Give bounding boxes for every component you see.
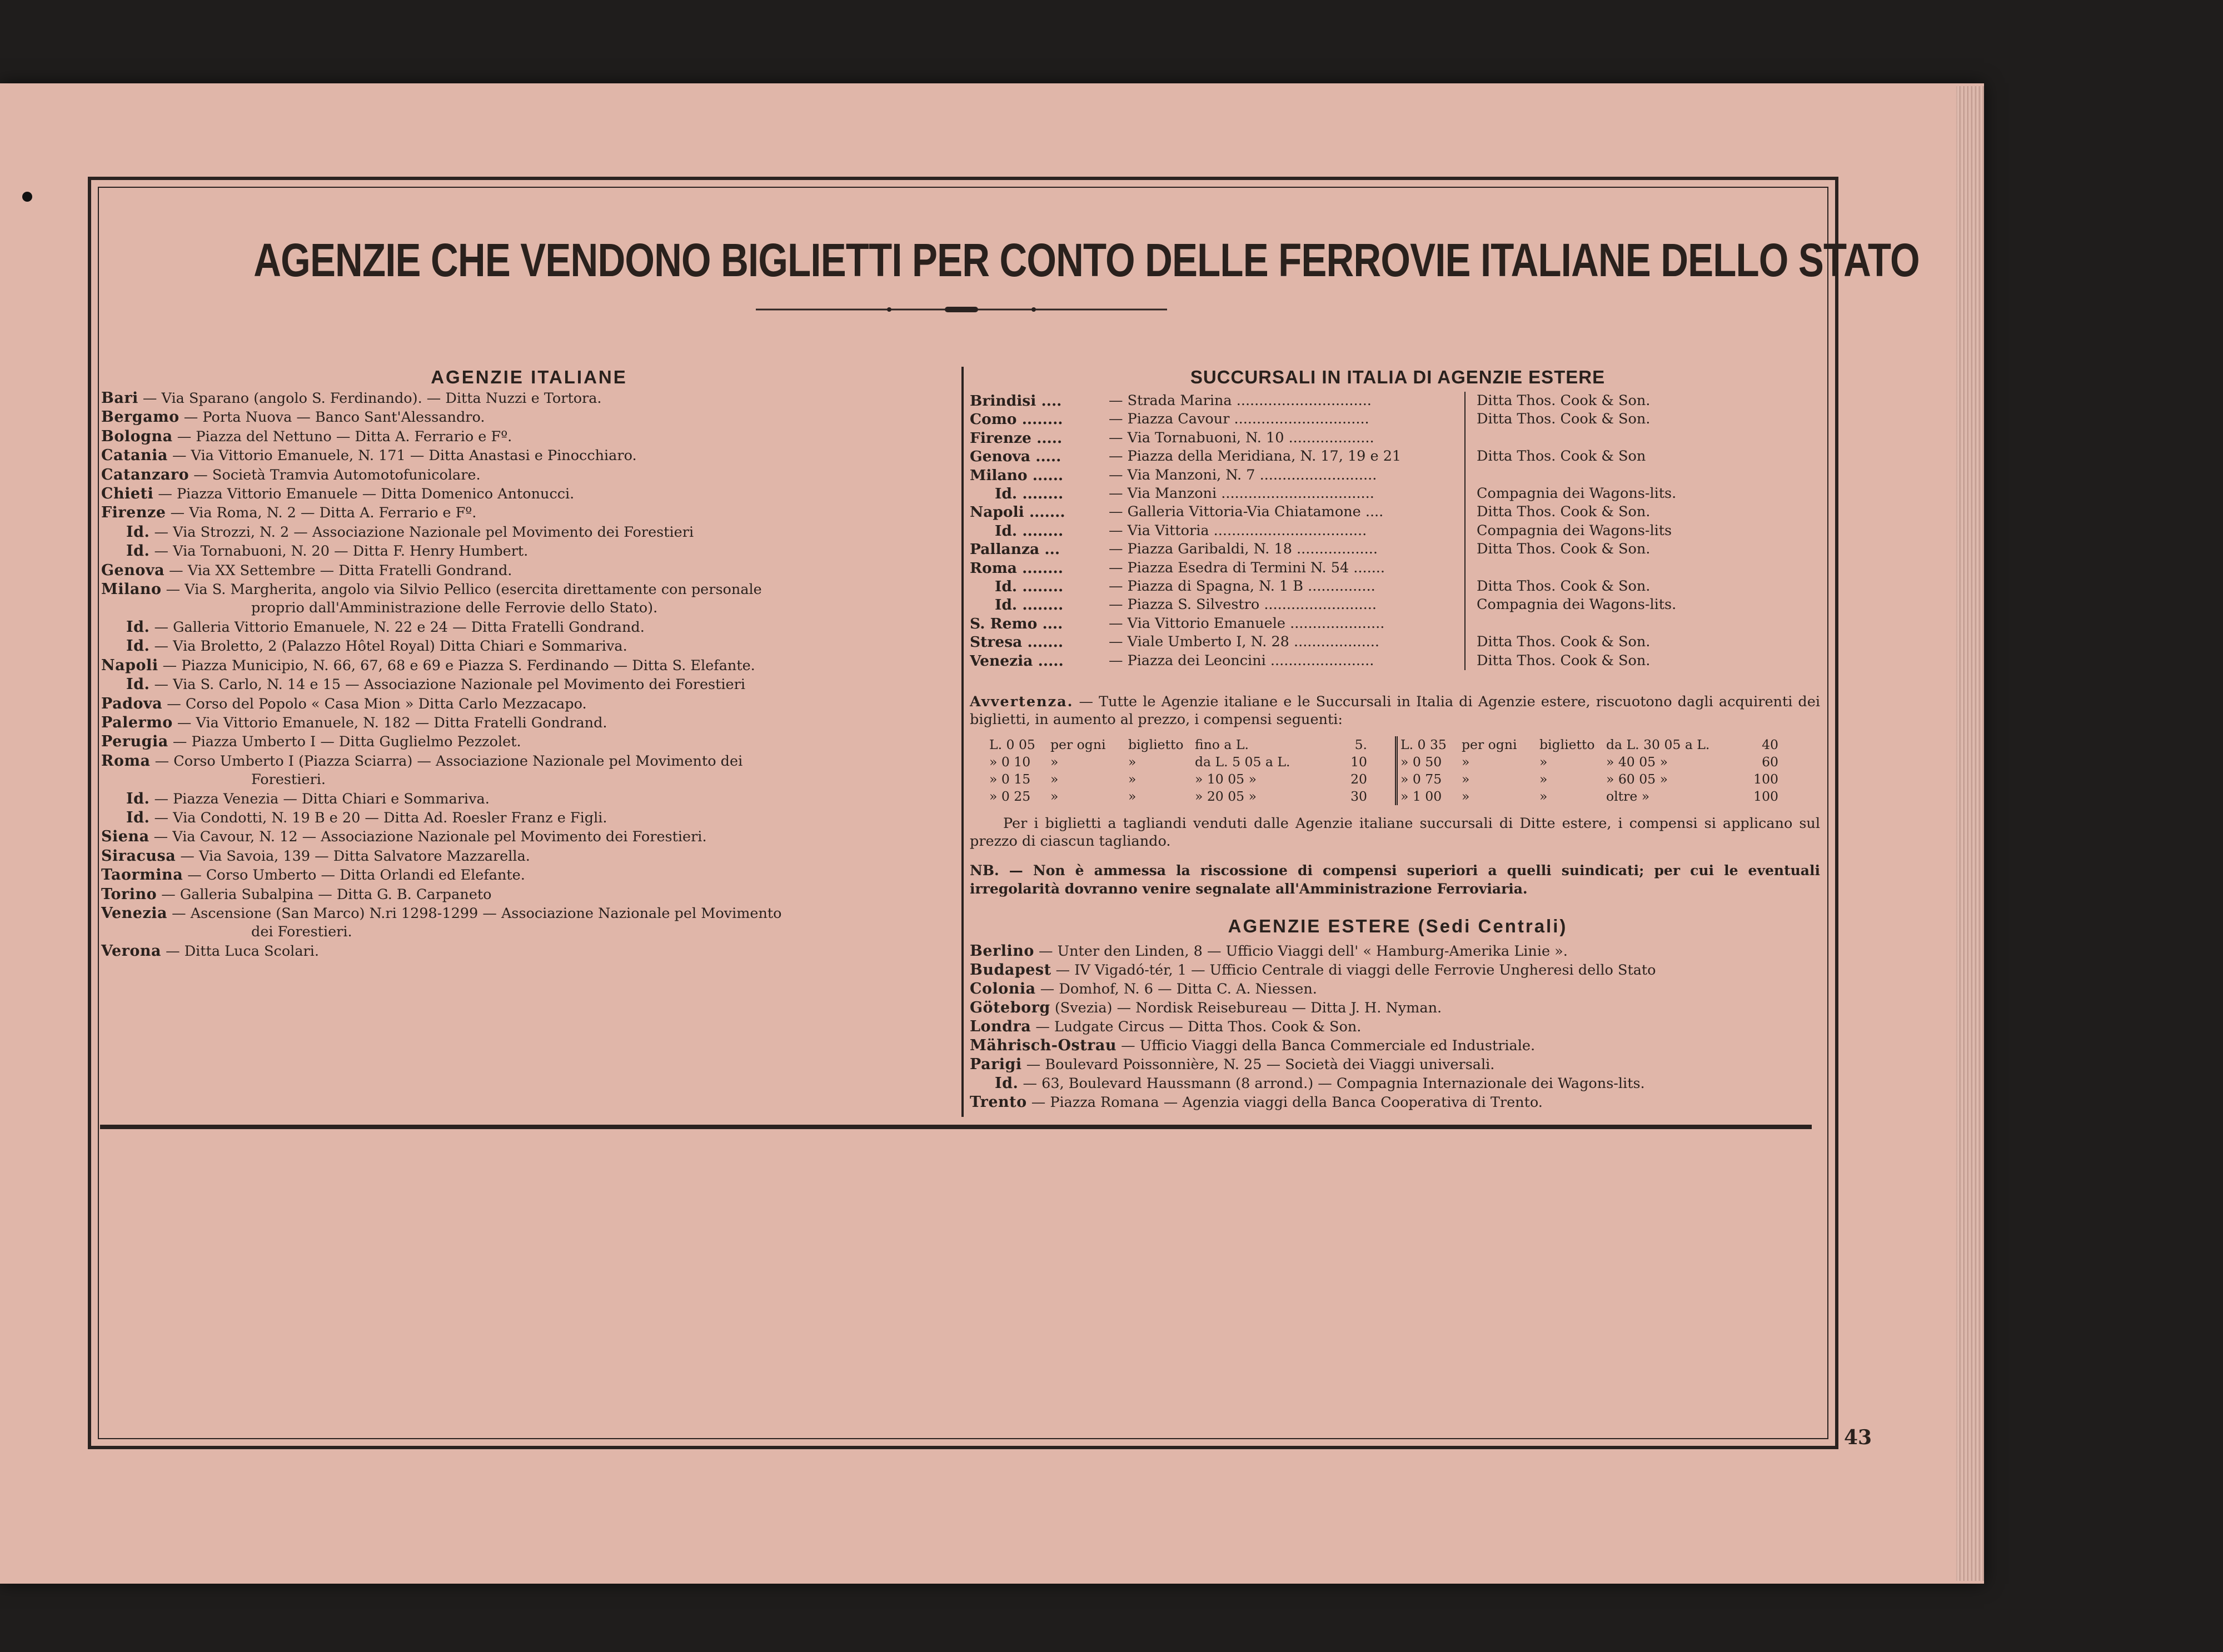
compenso-cell: fino a L. (1195, 737, 1249, 752)
compenso-cell: oltre » (1606, 788, 1650, 804)
compenso-row (989, 788, 1389, 805)
succursale-ditta (1464, 429, 1477, 447)
succursale-city: Stresa ....... (970, 633, 1064, 651)
compenso-row (989, 771, 1389, 788)
succursale-city: Pallanza ... (970, 541, 1060, 558)
compenso-cell: » 0 25 (989, 788, 1031, 804)
foreign-agency-entry (970, 942, 1837, 961)
foreign-agency-city: Parigi (970, 1056, 1022, 1073)
agency-city: Catanzaro (101, 466, 190, 483)
page-title: AGENZIE CHE VENDONO BIGLIETTI PER CONTO DELLE FERROVIE ITALIANE DELLO STATO (253, 234, 1920, 286)
agency-city: Id. (126, 637, 150, 655)
agency-entry (101, 485, 957, 503)
succursale-row (970, 392, 1826, 410)
agency-text: — Ascensione (San Marco) N.ri 1298-1299 — Associazione Nazionale pel Movimento (167, 905, 782, 922)
succursale-row (970, 410, 1826, 428)
agency-city: Id. (126, 618, 150, 636)
agency-text: — Via Vittorio Emanuele, N. 171 — Ditta Anastasi e Pinocchiaro. (167, 447, 637, 465)
agency-city: Padova (101, 695, 163, 712)
succursale-ditta: Compagnia dei Wagons-lits. (1464, 596, 1676, 614)
compenso-row (1400, 736, 1801, 753)
succursale-address: — Viale Umberto I, N. 28 ................... (1109, 633, 1380, 651)
compenso-cell: da L. 5 05 a L. (1195, 754, 1290, 770)
succursale-city: Id. ........ (995, 578, 1064, 596)
succursale-row (970, 429, 1826, 447)
agency-entry (101, 446, 957, 465)
agency-entry (101, 847, 957, 866)
agency-entry (101, 675, 957, 694)
agency-entry (101, 580, 957, 599)
succursale-ditta: Compagnia dei Wagons-lits (1464, 522, 1672, 540)
agency-city: Id. (126, 523, 150, 541)
agency-city: Id. (126, 542, 150, 560)
agency-city: Genova (101, 561, 165, 579)
agency-text: dei Forestieri. (251, 924, 352, 941)
succursale-city: Brindisi .... (970, 392, 1062, 410)
column-divider (961, 367, 964, 1117)
succursale-city: Id. ........ (995, 522, 1064, 540)
foreign-agency-city: Berlino (970, 942, 1034, 960)
compenso-cell: 100 (1753, 771, 1778, 787)
agency-city: Chieti (101, 485, 154, 503)
compenso-cell: 40 (1762, 737, 1778, 752)
succursale-address: — Piazza dei Leoncini ....................... (1109, 652, 1374, 669)
foreign-agency-city: Id. (995, 1075, 1019, 1092)
agency-entry (101, 466, 957, 485)
compenso-cell: » (1462, 788, 1470, 804)
agency-text: — Piazza Vittorio Emanuele — Ditta Domenico Antonucci. (153, 486, 575, 503)
agency-entry (101, 808, 957, 827)
agency-text: — Piazza Municipio, N. 66, 67, 68 e 69 e Piazza S. Ferdinando — Ditta S. Elefante. (158, 657, 755, 674)
compenso-cell: 30 (1350, 788, 1367, 804)
agency-text: — Società Tramvia Automotofunicolare. (189, 466, 481, 483)
succursale-row (970, 596, 1826, 614)
agency-text: — Corso del Popolo « Casa Mion » Ditta Carlo Mezzacapo. (162, 695, 587, 712)
compenso-cell: » 20 05 » (1195, 788, 1257, 804)
compenso-cell: da L. 30 05 a L. (1606, 737, 1710, 752)
compensi-left (989, 736, 1398, 805)
compenso-cell: » (1539, 771, 1548, 787)
agency-entry (101, 885, 957, 904)
compenso-cell: 100 (1753, 788, 1778, 804)
agency-city: Id. (126, 790, 150, 807)
page-number: 43 (1844, 1426, 1872, 1449)
succursale-city: Venezia ..... (970, 652, 1064, 670)
succursale-ditta: Ditta Thos. Cook & Son. (1464, 392, 1650, 410)
agency-text: — Via Condotti, N. 19 B e 20 — Ditta Ad. Roesler Franz e Figli. (149, 809, 607, 826)
succursale-address: — Via Manzoni, N. 7 .......................... (1109, 466, 1377, 483)
agency-city: Firenze (101, 504, 166, 522)
compenso-cell: » (1050, 771, 1059, 787)
foreign-agency-entry (970, 1036, 1837, 1055)
agency-text: — Via Vittorio Emanuele, N. 182 — Ditta Fratelli Gondrand. (172, 714, 607, 731)
margin-dot (22, 192, 32, 202)
foreign-agency-city: Mährisch-Ostrau (970, 1037, 1117, 1054)
agency-entry (101, 790, 957, 808)
succursale-row (970, 633, 1826, 651)
agenzie-estere-list (970, 942, 1837, 1112)
compenso-cell: » 0 15 (989, 771, 1031, 787)
foreign-agency-entry (970, 980, 1837, 999)
title-ornament (756, 306, 1167, 313)
agency-text: — Piazza Venezia — Ditta Chiari e Sommariva. (149, 790, 490, 807)
foreign-agency-text: — Unter den Linden, 8 — Ufficio Viaggi dell' « Hamburg-Amerika Linie ». (1034, 943, 1568, 960)
compenso-cell: » (1128, 771, 1137, 787)
agency-city: Napoli (101, 656, 158, 674)
succursale-address: — Via Tornabuoni, N. 10 ................... (1109, 429, 1374, 446)
agency-entry (101, 389, 957, 408)
agency-city: Id. (126, 808, 150, 826)
foreign-agency-entry (970, 1093, 1837, 1112)
foreign-agency-entry (970, 1074, 1837, 1093)
succursale-row (970, 540, 1826, 558)
succursale-address: — Via Vittorio Emanuele ..................... (1109, 615, 1385, 632)
bottom-rule (100, 1125, 1812, 1129)
agenzie-italiane-heading: AGENZIE ITALIANE (431, 367, 627, 387)
compenso-cell: biglietto (1539, 737, 1595, 752)
compenso-cell: » 0 10 (989, 754, 1031, 770)
foreign-agency-text: — Domhof, N. 6 — Ditta C. A. Niessen. (1035, 981, 1317, 997)
compenso-cell: 20 (1350, 771, 1367, 787)
compenso-cell: per ogni (1050, 737, 1106, 752)
agency-text: — Via Tornabuoni, N. 20 — Ditta F. Henry Humbert. (149, 543, 529, 560)
agency-city: Perugia (101, 733, 168, 751)
foreign-agency-entry (970, 1017, 1837, 1036)
succursale-ditta: Ditta Thos. Cook & Son (1464, 447, 1646, 466)
agency-text: — Via Cavour, N. 12 — Associazione Nazionale pel Movimento dei Forestieri. (149, 829, 707, 846)
agency-city: Bari (101, 390, 138, 407)
agency-entry (101, 656, 957, 675)
agency-entry (101, 695, 957, 713)
compenso-cell: » (1462, 754, 1470, 770)
succursale-address: — Galleria Vittoria-Via Chiatamone .... (1109, 503, 1384, 521)
compenso-cell: » (1539, 754, 1548, 770)
agency-entry (101, 408, 957, 427)
succursale-address: — Piazza di Spagna, N. 1 B ............... (1109, 578, 1375, 595)
agency-text: — Via Savoia, 139 — Ditta Salvatore Mazzarella. (176, 847, 530, 865)
agenzie-italiane-list (101, 389, 957, 961)
succursale-city: Milano ...... (970, 466, 1064, 484)
succursale-address: — Strada Marina .............................. (1109, 392, 1372, 409)
compenso-cell: » (1050, 788, 1059, 804)
agency-text: — Piazza Umberto I — Ditta Guglielmo Pezzolet. (168, 733, 521, 751)
agency-city: Taormina (101, 866, 183, 884)
compenso-cell: » (1050, 754, 1059, 770)
succursale-city: S. Remo .... (970, 615, 1063, 632)
succursale-row (970, 503, 1826, 521)
avvertenza-text: — Tutte le Agenzie italiane e le Succursali in Italia di Agenzie estere, riscuotono dagli acquirenti dei biglietti, in aumento al prezzo, i compensi seguenti: (970, 693, 1820, 728)
compenso-cell: » (1462, 771, 1470, 787)
compenso-cell: 60 (1762, 754, 1778, 770)
agency-text: — Porta Nuova — Banco Sant'Alessandro. (179, 409, 485, 426)
succursale-address: — Piazza Esedra di Termini N. 54 ....... (1109, 559, 1385, 576)
agency-entry (101, 637, 957, 656)
page-edge (1956, 86, 1984, 1581)
compensi-right (1400, 736, 1801, 805)
compenso-row (1400, 788, 1801, 805)
succursale-row (970, 577, 1826, 596)
succursale-city: Como ........ (970, 411, 1063, 428)
nb-note: NB. — Non è ammessa la riscossione di compensi superiori a quelli suindicati; per cui le eventuali irregolarità dovranno venire segnalate all'Amministrazione Ferroviaria. (970, 862, 1820, 897)
agency-entry (101, 427, 957, 446)
foreign-agency-city: Trento (970, 1094, 1027, 1111)
succursale-ditta: Ditta Thos. Cook & Son. (1464, 652, 1650, 670)
agency-text: — Via Roma, N. 2 — Ditta A. Ferrario e Fº. (166, 505, 477, 522)
agency-city: Id. (126, 676, 150, 693)
foreign-agency-city: Londra (970, 1018, 1031, 1035)
compenso-cell: » 10 05 » (1195, 771, 1257, 787)
compenso-cell: » 0 50 (1400, 754, 1442, 770)
succursale-row (970, 559, 1826, 577)
succursale-address: — Piazza Garibaldi, N. 18 .................. (1109, 541, 1378, 558)
succursale-city: Napoli ....... (970, 503, 1065, 521)
foreign-agency-text: — IV Vigadó-tér, 1 — Ufficio Centrale di viaggi delle Ferrovie Ungheresi dello Stato (1051, 962, 1656, 979)
succursale-address: — Via Manzoni .................................. (1109, 485, 1374, 502)
agency-city: Torino (101, 885, 157, 903)
foreign-agency-city: Colonia (970, 980, 1036, 997)
agency-entry (101, 523, 957, 542)
compenso-cell: L. 0 35 (1400, 737, 1447, 752)
foreign-agency-text: — Boulevard Poissonnière, N. 25 — Società dei Viaggi universali. (1021, 1056, 1495, 1073)
agency-city: Milano (101, 581, 162, 598)
succursale-row (970, 447, 1826, 466)
succursale-row (970, 522, 1826, 540)
agency-text: — Via Sparano (angolo S. Ferdinando). — Ditta Nuzzi e Tortora. (138, 390, 602, 407)
agency-entry (101, 904, 957, 923)
agency-entry (101, 827, 957, 846)
avvertenza (970, 693, 1820, 728)
foreign-agency-text: — Ludgate Circus — Ditta Thos. Cook & Son. (1031, 1019, 1362, 1035)
foreign-agency-entry (970, 1055, 1837, 1074)
tagliandi-note: Per i biglietti a tagliandi venduti dalle Agenzie italiane succursali di Ditte estere, i compensi si applicano sul prezzo di ciascun tagliando. (970, 815, 1820, 850)
compenso-cell: L. 0 05 (989, 737, 1035, 752)
agency-city: Catania (101, 447, 168, 465)
succursale-address: — Piazza S. Silvestro ......................... (1109, 596, 1377, 613)
succursale-address: — Via Vittoria .................................. (1109, 522, 1367, 539)
compenso-cell: biglietto (1128, 737, 1184, 752)
succursale-city: Roma ........ (970, 559, 1063, 577)
agency-text: — Via S. Carlo, N. 14 e 15 — Associazione Nazionale pel Movimento dei Forestieri (149, 676, 745, 693)
agency-text: — Corso Umberto — Ditta Orlandi ed Elefante. (183, 867, 525, 884)
agency-entry (101, 752, 957, 771)
compenso-row (989, 736, 1389, 753)
foreign-agency-text: (Svezia) — Nordisk Reisebureau — Ditta J. H. Nyman. (1050, 1000, 1442, 1016)
succursale-city: Id. ........ (995, 485, 1064, 503)
agency-entry (101, 561, 957, 580)
succursale-address: — Piazza Cavour .............................. (1109, 411, 1369, 428)
succursale-address: — Piazza della Meridiana, N. 17, 19 e 21 (1109, 448, 1402, 465)
foreign-agency-text: — Ufficio Viaggi della Banca Commerciale ed Industriale. (1117, 1037, 1536, 1054)
agency-city: Palermo (101, 713, 173, 731)
compenso-cell: » 1 00 (1400, 788, 1442, 804)
succursale-row (970, 485, 1826, 503)
agency-text: proprio dall'Amministrazione delle Ferrovie dello Stato). (251, 600, 658, 617)
agency-text: Forestieri. (251, 771, 326, 788)
compenso-cell: » 60 05 » (1606, 771, 1668, 787)
succursale-row (970, 652, 1826, 670)
agency-text: — Ditta Luca Scolari. (161, 942, 319, 960)
agency-city: Siena (101, 828, 149, 846)
agency-entry (101, 923, 957, 941)
agency-text: — Piazza del Nettuno — Ditta A. Ferrario e Fº. (172, 428, 512, 445)
agency-text: — Galleria Subalpina — Ditta G. B. Carpaneto (157, 886, 492, 903)
succursale-city: Firenze ..... (970, 429, 1063, 447)
succursale-row (970, 466, 1826, 485)
succursale-ditta (1464, 615, 1477, 633)
agency-text: — Via Strozzi, N. 2 — Associazione Nazionale pel Movimento dei Forestieri (149, 523, 694, 541)
agency-city: Roma (101, 752, 151, 770)
agency-city: Bologna (101, 427, 173, 445)
agency-city: Bergamo (101, 408, 180, 426)
agency-text: — Via XX Settembre — Ditta Fratelli Gondrand. (165, 562, 512, 579)
compenso-cell: » (1128, 754, 1137, 770)
agency-entry (101, 542, 957, 561)
agency-city: Venezia (101, 904, 168, 922)
succursale-ditta: Ditta Thos. Cook & Son. (1464, 577, 1650, 596)
succursale-ditta: Ditta Thos. Cook & Son. (1464, 503, 1650, 521)
agency-text: — Via Broletto, 2 (Palazzo Hôtel Royal) Ditta Chiari e Sommariva. (149, 638, 627, 655)
agency-entry (101, 599, 957, 617)
agency-entry (101, 503, 957, 522)
foreign-agency-city: Budapest (970, 961, 1051, 979)
succursale-city: Id. ........ (995, 596, 1064, 614)
succursale-city: Genova ..... (970, 448, 1061, 466)
agency-text: — Galleria Vittorio Emanuele, N. 22 e 24 — Ditta Fratelli Gondrand. (149, 618, 645, 636)
compenso-row (1400, 771, 1801, 788)
foreign-agency-text: — 63, Boulevard Haussmann (8 arrond.) — Compagnia Internazionale dei Wagons-lits. (1018, 1075, 1645, 1092)
foreign-agency-text: — Piazza Romana — Agenzia viaggi della Banca Cooperativa di Trento. (1026, 1094, 1543, 1111)
agenzie-estere-heading: AGENZIE ESTERE (Sedi Centrali) (1228, 916, 1568, 936)
succursale-ditta: Compagnia dei Wagons-lits. (1464, 485, 1676, 503)
agency-entry (101, 771, 957, 789)
compenso-cell: per ogni (1462, 737, 1517, 752)
agency-entry (101, 713, 957, 732)
agency-text: — Via S. Margherita, angolo via Silvio Pellico (esercita direttamente con personale (161, 581, 762, 598)
compenso-cell: » (1539, 788, 1548, 804)
foreign-agency-entry (970, 999, 1837, 1017)
compenso-cell: » 0 75 (1400, 771, 1442, 787)
compenso-cell: 10 (1350, 754, 1367, 770)
succursale-row (970, 615, 1826, 633)
agency-entry (101, 942, 957, 961)
succursale-ditta: Ditta Thos. Cook & Son. (1464, 410, 1650, 428)
agency-city: Verona (101, 942, 162, 960)
foreign-agency-city: Göteborg (970, 999, 1050, 1016)
succursale-ditta (1464, 559, 1477, 577)
agency-entry (101, 866, 957, 885)
succursale-ditta: Ditta Thos. Cook & Son. (1464, 633, 1650, 651)
succursali-heading: SUCCURSALI IN ITALIA DI AGENZIE ESTERE (1190, 367, 1606, 387)
compenso-row (989, 753, 1389, 771)
avvertenza-label: Avvertenza. (970, 693, 1074, 710)
compenso-cell: » (1128, 788, 1137, 804)
succursali-list (970, 392, 1826, 670)
compenso-row (1400, 753, 1801, 771)
succursale-ditta: Ditta Thos. Cook & Son. (1464, 540, 1650, 558)
compenso-cell: 5. (1354, 737, 1367, 752)
agency-entry (101, 618, 957, 637)
succursale-ditta (1464, 466, 1477, 485)
agency-city: Siracusa (101, 847, 176, 865)
foreign-agency-entry (970, 961, 1837, 980)
agency-entry (101, 732, 957, 751)
compenso-cell: » 40 05 » (1606, 754, 1668, 770)
agency-text: — Corso Umberto I (Piazza Sciarra) — Associazione Nazionale pel Movimento dei (150, 752, 743, 770)
